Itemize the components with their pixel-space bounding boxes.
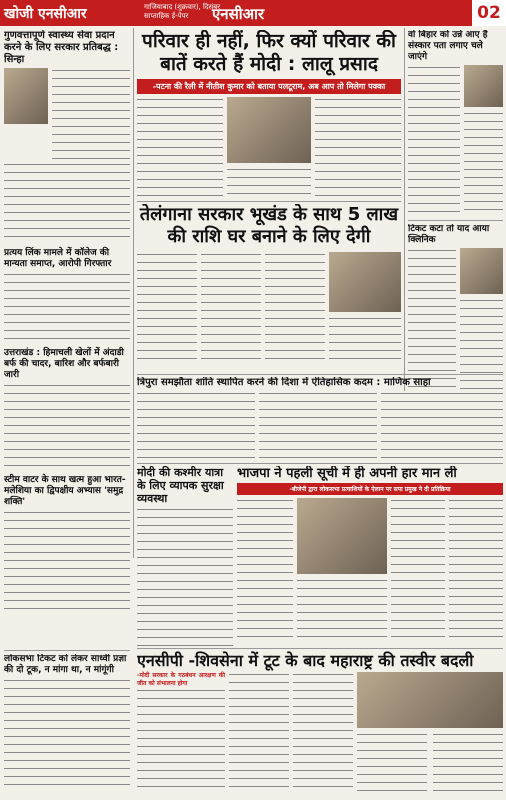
story-body (4, 162, 130, 244)
photo-sinha (4, 68, 48, 124)
telangana-headline: तेलंगाना सरकार भूखंड के साथ 5 लाख की राशि घर बनाने के लिए देगी (139, 204, 399, 247)
story-body (265, 252, 325, 364)
left-bottom-story (4, 654, 130, 796)
story-body (137, 97, 223, 200)
bjp-subhead: -बीजेपी द्वारा लोकसभा प्रत्याशियों के ऐलान पर सपा प्रमुख ने दी प्रतिक्रिया (237, 483, 503, 495)
story-body (201, 252, 261, 364)
story-body (52, 68, 130, 162)
story-body (315, 97, 401, 200)
ncp-kicker: -मोदी सरकार के गठबंधन आरक्षण की जीत को संभालना होगा (137, 672, 225, 687)
page-number: 02 (472, 0, 506, 26)
column-rule (133, 28, 134, 558)
right-story-1 (408, 30, 503, 220)
story-headline: टिकट कटा तो याद आया क्लिनिक (408, 224, 490, 245)
story-body (137, 507, 233, 646)
kashmir-story (137, 466, 233, 646)
story-body (408, 65, 460, 215)
tripura-headline: त्रिपुरा समझौता शांति स्थापित करने की दिशा में ऐतिहासिक कदम : माणिक साहा (137, 377, 431, 388)
story-body (293, 672, 353, 794)
story-body (229, 672, 289, 794)
story-headline: वो बिहार को उन्ने आए हैं संस्कार पता लगाए चले जाएंगे (408, 30, 488, 62)
story-body (449, 498, 503, 638)
story-body (137, 252, 197, 364)
story-body (297, 578, 387, 638)
story-body (137, 688, 225, 788)
ncp-headline: एनसीपी -शिवसेना में टूट के बाद महाराष्ट्र की तस्वीर बदली (137, 651, 474, 670)
photo-ncp-leaders (357, 672, 503, 728)
ncp-kicker-box (137, 672, 225, 788)
story-body (237, 498, 293, 638)
story-headline: उत्तराखंड : हिमाचली खेलों में अंदाडी बर्फ की चादर, बारिश और बर्फबारी जारी (4, 348, 124, 380)
story-body (137, 391, 255, 459)
bjp-headline: भाजपा ने पहली सूची में ही अपनी हार मान ली (237, 466, 457, 481)
story-headline: गुणवत्तापूर्ण स्वास्थ्य सेवा प्रदान करने के लिए सरकार प्रतिबद्ध : सिन्हा (4, 30, 119, 65)
photo-lalu-rally (227, 97, 311, 163)
issue-date: गाजियाबाद (शुक्रवार), दिसंबर साप्ताहिक ई-पेपर (144, 3, 221, 20)
masthead (0, 0, 506, 26)
photo-speaker (464, 65, 503, 107)
story-body (4, 678, 130, 788)
telangana-story (137, 204, 401, 372)
story-body (4, 272, 130, 344)
story-body (329, 316, 401, 364)
photo-doctor (460, 248, 503, 294)
kashmir-headline: मोदी की कश्मीर यात्रा के लिए व्यापक सुरक्षा व्यवस्था (137, 466, 224, 505)
bjp-story (237, 466, 503, 646)
story-headline: स्टीम वाटर के साथ खत्म हुआ भारत-मलेशिया का द्विपक्षीय अभ्यास 'समुद्र शक्ति' (4, 475, 126, 507)
lead-story (137, 30, 401, 200)
photo-telangana (329, 252, 401, 312)
story-body (464, 111, 503, 215)
column-rule (404, 28, 405, 400)
story-body (408, 248, 456, 398)
lead-headline: परिवार ही नहीं, फिर क्यों परिवार की बातें करते हैं मोदी : लालू प्रसाद (142, 30, 396, 75)
paper-title: खोजी एनसीआर (4, 6, 87, 22)
tripura-story (137, 377, 503, 461)
story-body (4, 383, 130, 471)
story-body (4, 510, 130, 616)
photo-akhilesh (297, 498, 387, 574)
story-body (433, 732, 503, 794)
ncp-story (137, 651, 503, 798)
story-body (357, 732, 427, 794)
story-body (259, 391, 377, 459)
story-body (381, 391, 503, 459)
story-body (227, 167, 311, 200)
story-headline: प्रत्यय लिंक मामले में कॉलेज की मान्यता समाप्त, आरोपी गिरफ्तार (4, 248, 112, 269)
story-body (391, 498, 445, 638)
section-name: एनसीआर (212, 5, 265, 23)
lead-caption: -पटना की रैली में नीतीश कुमार को बताया पलटूराम, अब आप तो मिलेगा पक्का (137, 79, 401, 94)
story-headline: लोकसभा टिकट को लेकर साध्वी प्रज्ञा की दो टूक, न मांगा था, न मांगूंगी (4, 654, 127, 675)
